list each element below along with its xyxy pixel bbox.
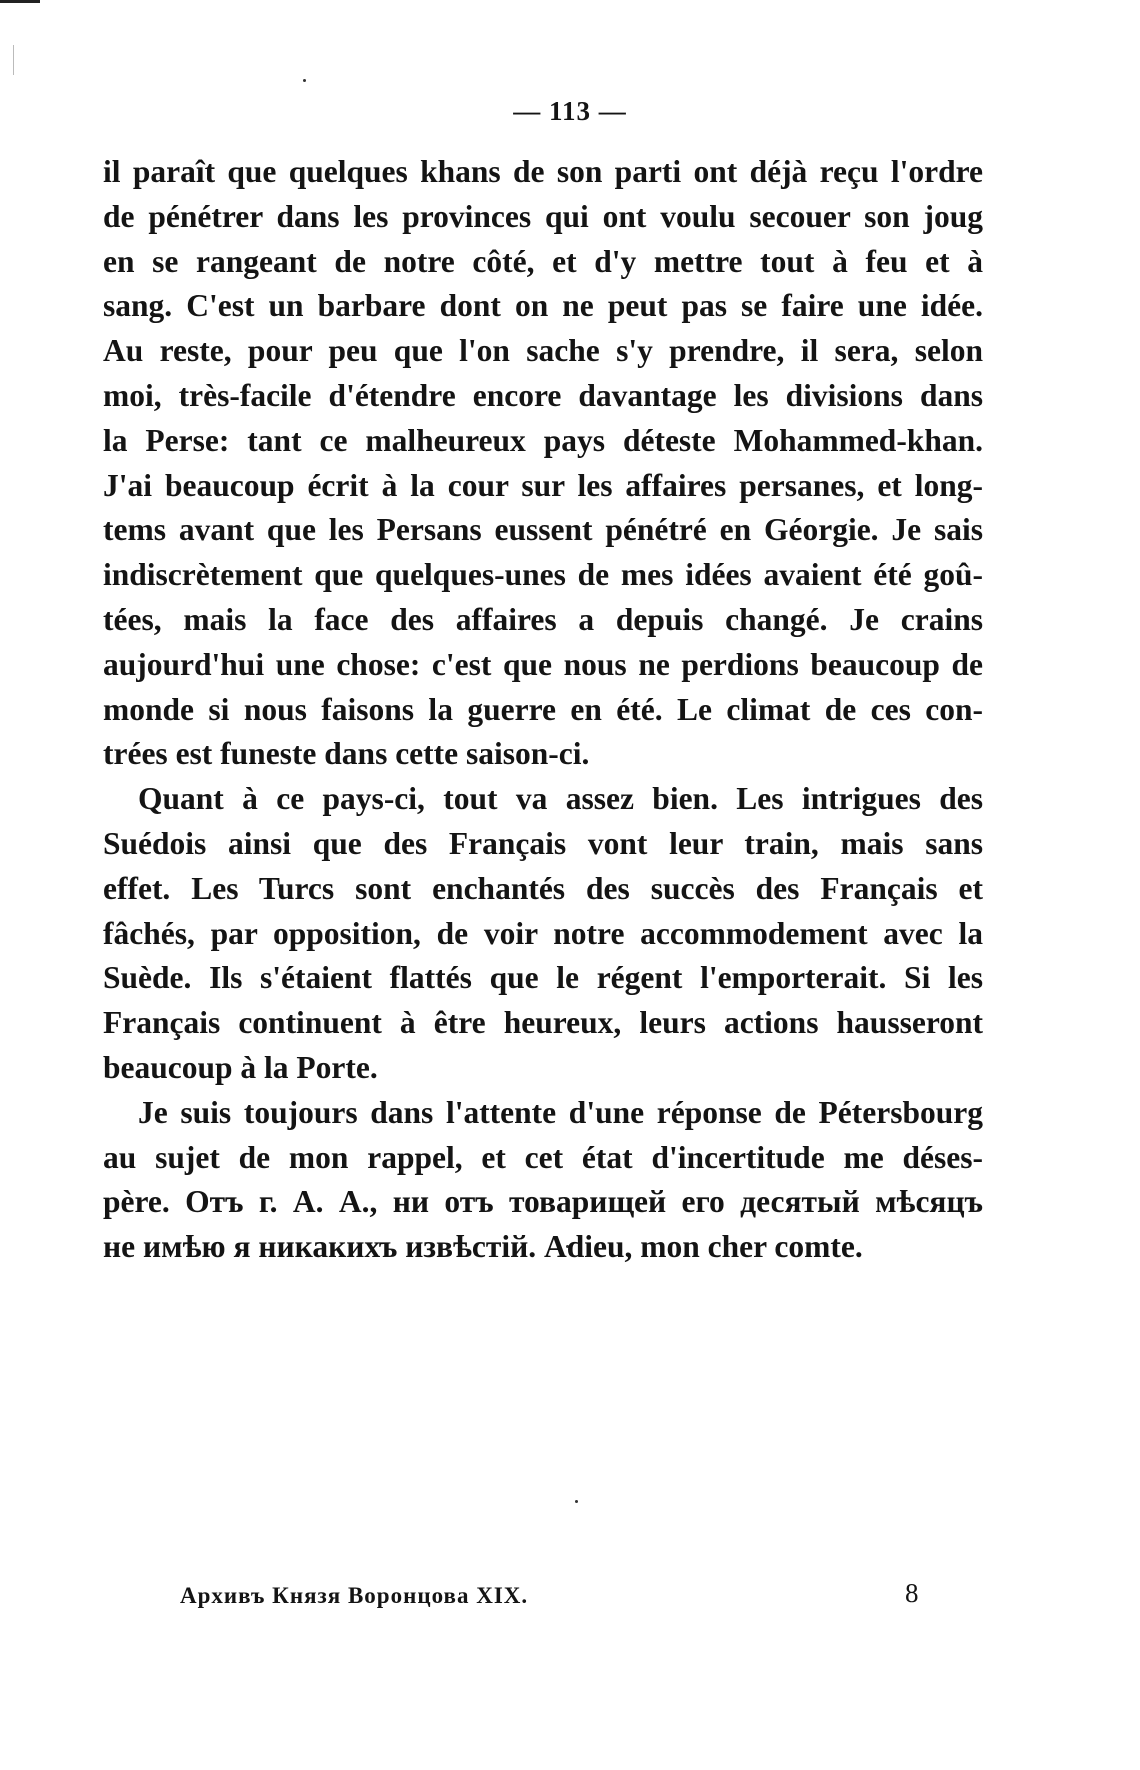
text-line: tems avant que les Persans eussent pénétré en Géorgie. Je sais — [103, 512, 983, 548]
text-line: tées, mais la face des affaires a depuis changé. Je crains — [103, 601, 983, 637]
paragraph-3-cont — [103, 1136, 983, 1270]
text-line: effet. Les Turcs sont enchantés des succès des Français et — [103, 870, 983, 906]
scan-speck — [303, 79, 306, 82]
sheet-number: 8 — [905, 1578, 919, 1608]
text-line: de pénétrer dans les provinces qui ont voulu secouer son joug — [103, 198, 983, 234]
text-line: père. Отъ г. А. А., ни отъ товарищей его десятый мѣсяцъ — [103, 1184, 983, 1220]
text-line: au sujet de mon rappel, et cet état d'incertitude me déses- — [103, 1139, 983, 1175]
text-line: aujourd'hui une chose: c'est que nous ne perdions beaucoup de — [103, 646, 983, 682]
footer-signature: Архивъ Князя Воронцова XIX. — [180, 1583, 529, 1608]
paragraph-3 — [103, 1091, 983, 1136]
paragraph-2-cont — [103, 822, 983, 1091]
scan-corner-mark — [0, 0, 40, 9]
paragraph-2 — [103, 777, 983, 822]
text-line: Français continuent à être heureux, leurs actions hausseront — [103, 1005, 983, 1041]
text-line: trées est funeste dans cette saison-ci. — [103, 736, 590, 772]
text-line: Je suis toujours dans l'attente d'une réponse de Pétersbourg — [138, 1094, 983, 1130]
page-number: — 113 — — [513, 96, 627, 126]
text-line: la Perse: tant ce malheureux pays déteste Mohammed-khan. — [103, 422, 983, 458]
body-text — [103, 150, 983, 1270]
text-line: Suède. Ils s'étaient flattés que le régent l'emporterait. Si les — [103, 960, 983, 996]
text-line: fâchés, par opposition, de voir notre accommodement avec la — [103, 915, 983, 951]
text-line: sang. C'est un barbare dont on ne peut pas se faire une idée. — [103, 288, 983, 324]
text-line: не имѣю я никакихъ извѣстій. Adieu, mon cher comte. — [103, 1229, 863, 1265]
text-line: Quant à ce pays-ci, tout va assez bien. Les intrigues des — [138, 781, 983, 817]
text-line: il paraît que quelques khans de son parti ont déjà reçu l'ordre — [103, 154, 983, 189]
text-line: en se rangeant de notre côté, et d'y mettre tout à feu et à — [103, 243, 983, 279]
text-line: monde si nous faisons la guerre en été. Le climat de ces con- — [103, 691, 983, 727]
text-line: beaucoup à la Porte. — [103, 1049, 378, 1085]
scan-edge-mark — [13, 45, 14, 75]
text-line: moi, très-facile d'étendre encore davantage les divisions dans — [103, 377, 983, 413]
paragraph-1 — [103, 150, 983, 777]
text-line: indiscrètement que quelques-unes de mes idées avaient été goû- — [103, 557, 983, 593]
text-line: J'ai beaucoup écrit à la cour sur les affaires persanes, et long- — [103, 467, 983, 503]
text-line: Suédois ainsi que des Français vont leur train, mais sans — [103, 825, 983, 861]
scan-speck — [575, 1500, 578, 1503]
text-line: Au reste, pour peu que l'on sache s'y prendre, il sera, selon — [103, 333, 983, 369]
